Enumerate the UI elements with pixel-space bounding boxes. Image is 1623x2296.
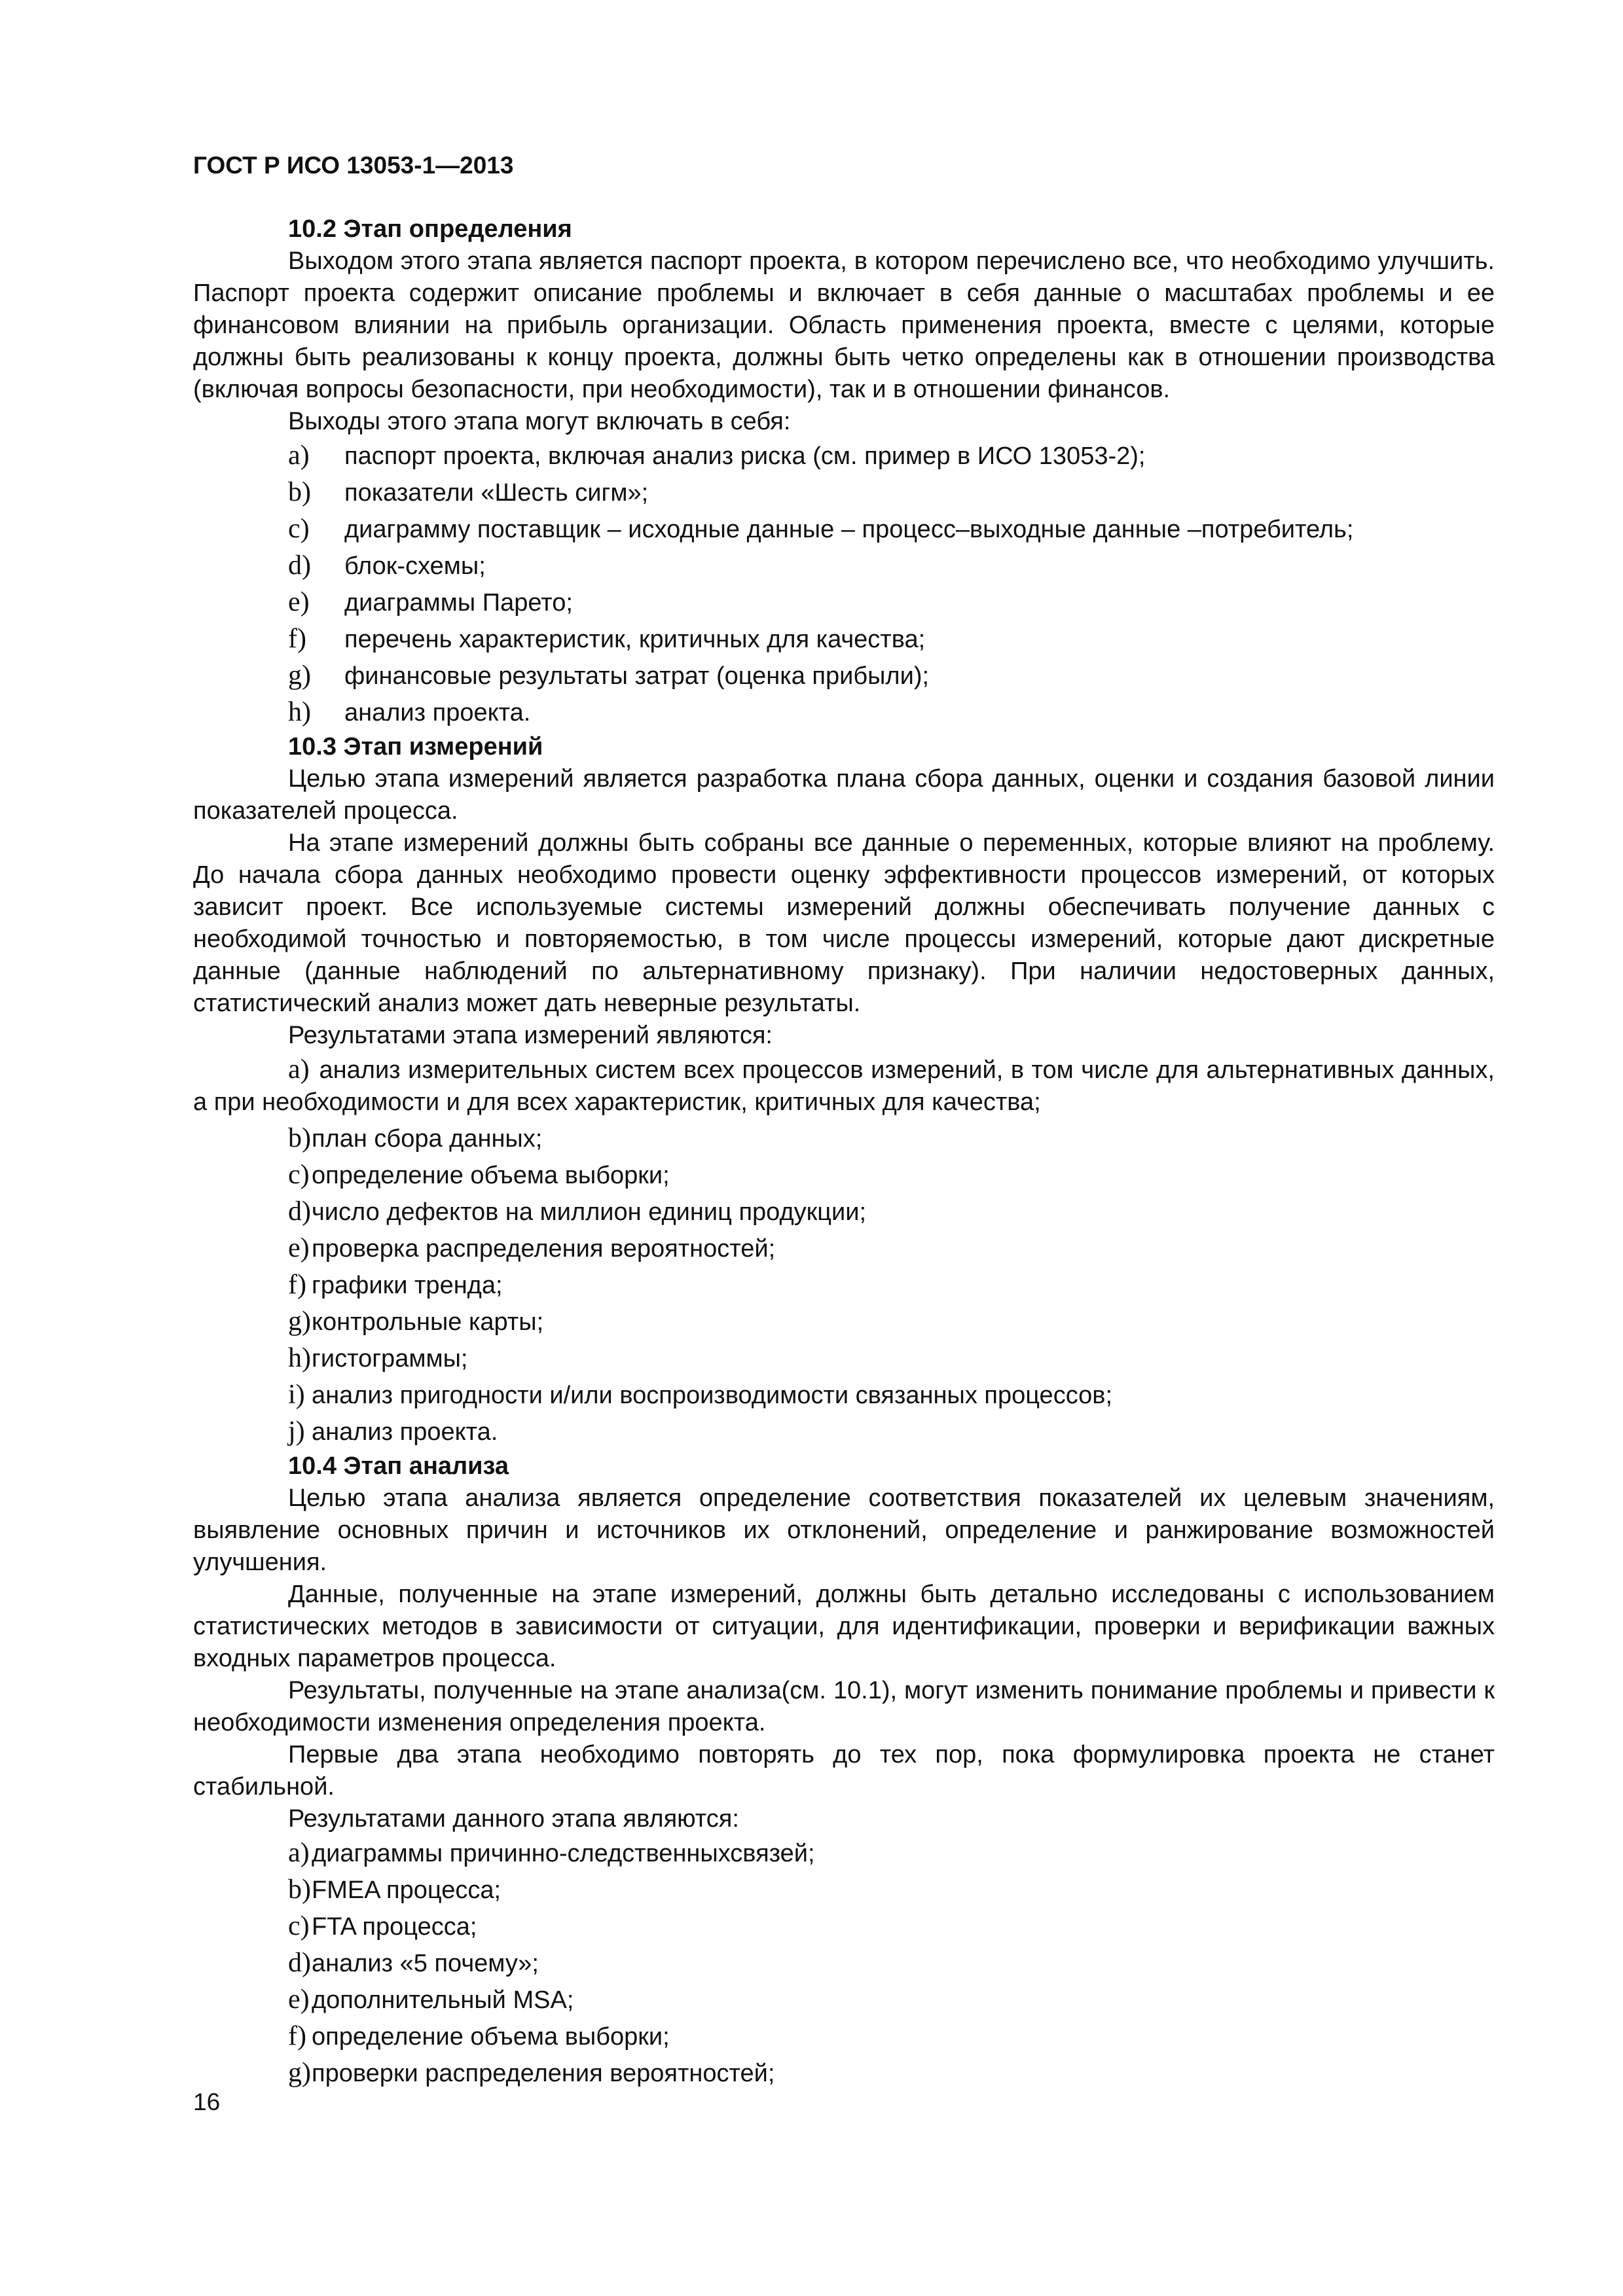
list-item (193, 1267, 1495, 1304)
list-item (193, 1414, 1495, 1450)
paragraph: Результаты, полученные на этапе анализа(см. 10.1), могут изменить понимание проблемы и привести к необходимости изменения определения проекта. (193, 1677, 1495, 1736)
list-text: диаграммы причинно-следственныхсвязей; (312, 1840, 815, 1867)
list-item (193, 1835, 1495, 1872)
list-item (193, 1909, 1495, 1945)
list-marker: b) (288, 477, 311, 507)
list-marker: e) (288, 1984, 310, 2015)
list-item (193, 2055, 1495, 2092)
list-item (193, 1304, 1495, 1340)
page-content (193, 213, 1495, 2092)
list-text: перечень характеристик, критичных для качества; (344, 626, 926, 653)
page-header: ГОСТ Р ИСО 13053-1—2013 (193, 152, 514, 179)
list-item (193, 475, 1495, 511)
section-heading-10-2: 10.2 Этап определения (288, 215, 572, 243)
list-text: анализ измерительных систем всех процессов измерений, в том числе для альтернативных данных, а при необходимости и для всех характеристик, критичных для качества; (193, 1056, 1495, 1116)
paragraph: Целью этапа измерений является разработка плана сбора данных, оценки и создания базовой линии показателей процесса. (193, 765, 1495, 825)
list-marker: e) (288, 1233, 310, 1263)
list-item (193, 438, 1495, 475)
list-marker: g) (288, 1306, 311, 1336)
list-text: определение объема выборки; (312, 1162, 670, 1189)
list-marker: d) (288, 1196, 311, 1227)
list-text: FTA процесса; (312, 1913, 477, 1941)
list-item (193, 1194, 1495, 1230)
list-item (193, 1157, 1495, 1194)
list-text: дополнительный MSA; (312, 1986, 574, 2014)
list-text: анализ пригодности и/или воспроизводимости связанных процессов; (312, 1382, 1112, 1409)
list-marker: e) (288, 587, 310, 617)
list-marker: f) (288, 624, 306, 654)
list-item (193, 1340, 1495, 1377)
list-item (193, 548, 1495, 584)
list-item (193, 1230, 1495, 1267)
list-marker: c) (288, 1160, 310, 1190)
paragraph: Данные, полученные на этапе измерений, должны быть детально исследованы с использованием статистических методов в зависимости от ситуации, для идентификации, проверки и верификации важных входных параметров процесса. (193, 1581, 1495, 1672)
list-text: финансовые результаты затрат (оценка прибыли); (344, 662, 930, 690)
list-item (193, 694, 1495, 731)
list-marker: a) (288, 440, 310, 471)
list-marker: a) (288, 1838, 310, 1868)
list-marker: g) (288, 660, 311, 691)
list-item (193, 1872, 1495, 1909)
list-text: проверка распределения вероятностей; (312, 1235, 776, 1263)
list-marker: i) (288, 1380, 305, 1410)
paragraph: Первые два этапа необходимо повторять до тех пор, пока формулировка проекта не станет стабильной. (193, 1741, 1495, 1801)
paragraph: Результатами этапа измерений являются: (288, 1022, 773, 1049)
paragraph: Выходом этого этапа является паспорт проекта, в котором перечислено все, что необходимо улучшить. Паспорт проекта содержит описание проблемы и включает в себя данные о масштабах проблемы и ее финансовом влиянии на прибыль организации. Область применения проекта, вместе с целями, которые должны быть реализованы к концу проекта, должны быть четко определены как в отношении производства (включая вопросы безопасности, при необходимости), так и в отношении финансов. (193, 247, 1495, 403)
list-marker: f) (288, 1270, 306, 1300)
list-10-2 (193, 438, 1495, 731)
list-text: блок-схемы; (344, 552, 486, 580)
list-marker: b) (288, 1874, 311, 1905)
list-marker: d) (288, 1948, 311, 1978)
list-text: графики тренда; (312, 1272, 503, 1299)
page-number: 16 (193, 2089, 221, 2115)
list-text: определение объема выборки; (312, 2023, 670, 2051)
list-marker: h) (288, 697, 311, 727)
list-item (193, 1945, 1495, 1982)
section-heading-10-3: 10.3 Этап измерений (288, 733, 543, 761)
list-marker: b) (288, 1123, 311, 1153)
list-item (193, 2018, 1495, 2055)
list-text: число дефектов на миллион единиц продукции; (312, 1198, 867, 1226)
list-marker: f) (288, 2021, 306, 2051)
list-item (193, 1052, 1495, 1121)
list-marker: c) (288, 1911, 310, 1941)
list-item (193, 584, 1495, 621)
section-heading-10-4: 10.4 Этап анализа (288, 1452, 509, 1480)
list-text: гистограммы; (312, 1345, 468, 1372)
list-marker: d) (288, 550, 311, 581)
list-text: план сбора данных; (312, 1125, 543, 1153)
list-item (193, 1377, 1495, 1414)
list-marker: c) (288, 514, 310, 544)
list-10-4 (193, 1835, 1495, 2092)
list-10-3 (193, 1052, 1495, 1450)
list-item (193, 1982, 1495, 2018)
list-text: диаграммы Парето; (344, 589, 573, 617)
list-item (193, 658, 1495, 694)
list-text: FMEA процесса; (312, 1876, 501, 1904)
paragraph: Выходы этого этапа могут включать в себя: (288, 408, 791, 435)
list-text: анализ «5 почему»; (312, 1950, 539, 1977)
list-text: анализ проекта. (344, 699, 531, 726)
list-marker: j) (288, 1416, 305, 1446)
list-text: анализ проекта. (312, 1418, 498, 1446)
list-item (193, 621, 1495, 658)
list-marker: g) (288, 2058, 311, 2088)
list-text: диаграмму поставщик – исходные данные – процесс–выходные данные –потребитель; (344, 516, 1354, 543)
list-marker: a) (288, 1054, 310, 1085)
paragraph: Целью этапа анализа является определение соответствия показателей их целевым значениям, выявление основных причин и источников их отклонений, определение и ранжирование возможностей улучшения. (193, 1484, 1495, 1576)
list-item (193, 1121, 1495, 1157)
list-text: паспорт проекта, включая анализ риска (см. пример в ИСО 13053-2); (344, 442, 1146, 470)
list-text: контрольные карты; (312, 1308, 544, 1336)
list-marker: h) (288, 1343, 311, 1373)
list-text: показатели «Шесть сигм»; (344, 479, 649, 507)
list-item (193, 511, 1495, 548)
list-text: проверки распределения вероятностей; (312, 2060, 775, 2087)
paragraph: Результатами данного этапа являются: (288, 1805, 739, 1833)
paragraph: На этапе измерений должны быть собраны все данные о переменных, которые влияют на проблему. До начала сбора данных необходимо провести оценку эффективности процессов измерений, от которых зависит проект. Все используемые системы измерений должны обеспечивать получение данных с необходимой точностью и повторяемостью, в том числе процессы измерений, которые дают дискретные данные (данные наблюдений по альтернативному признаку). При наличии недостоверных данных, статистический анализ может дать неверные результаты. (193, 829, 1495, 1017)
